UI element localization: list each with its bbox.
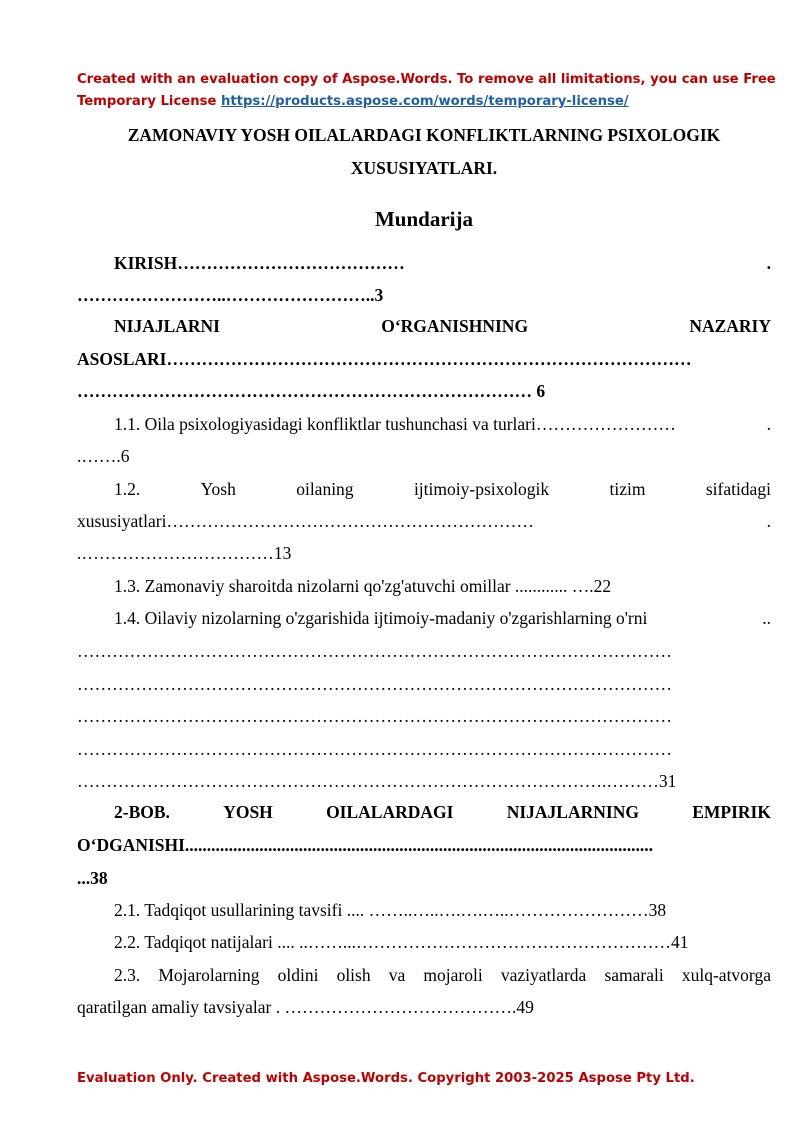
toc-word: Mojarolarning: [158, 965, 260, 985]
toc-word: 1.2.: [114, 479, 141, 499]
toc-word: Yosh: [200, 479, 236, 499]
document-title-line-2: XUSUSIYATLARI.: [350, 158, 498, 178]
toc-entry-2-3[interactable]: [114, 963, 771, 987]
toc-word: NAZARIY: [689, 316, 771, 336]
toc-word: sifatidagi: [705, 479, 771, 499]
toc-entry-page: qaratilgan amaliy tavsiyalar . ………………………………….49: [77, 997, 534, 1017]
toc-entry-text: 1.1. Oila psixologiyasidagi konfliktlar tushunchasi va turlari……………………: [114, 414, 676, 434]
toc-entry-2-1[interactable]: 2.1. Tadqiqot usullarining tavsifi .... ……..…..….….…..……………………38: [114, 900, 667, 920]
toc-word: olish: [336, 965, 371, 985]
toc-word: 2.3.: [114, 965, 141, 985]
toc-entry-text: .: [766, 253, 771, 273]
toc-entry-text: ..: [762, 608, 771, 628]
toc-word: ijtimoiy-psixologik: [413, 479, 550, 499]
toc-entry-page: ...38: [77, 868, 108, 888]
toc-word: OILALARDAGI: [326, 802, 454, 822]
toc-entry-text: O‘DGANISHI...........................................................................................................: [77, 835, 654, 855]
toc-word: EMPIRIK: [692, 802, 771, 822]
toc-entry-page: …………………………………………………………………… 6: [77, 381, 546, 401]
toc-word: mojaroli: [423, 965, 483, 985]
toc-word: O‘RGANISHNING: [381, 316, 529, 336]
toc-entry-text: .: [766, 414, 771, 434]
toc-entry-1-1[interactable]: [114, 412, 771, 436]
toc-dot-leader: …………………………………………………………………………………………: [77, 739, 672, 759]
toc-entry-text: .: [766, 511, 771, 531]
toc-word: oilaning: [296, 479, 354, 499]
toc-heading: Mundarija: [374, 207, 473, 231]
toc-entry-text: xususiyatlari………………………………………………………: [77, 511, 534, 531]
toc-word: 2-BOB.: [114, 802, 170, 822]
toc-word: xulq-atvorga: [681, 965, 771, 985]
evaluation-notice-line: Created with an evaluation copy of Aspose.Words. To remove all limitations, you can use Free: [77, 72, 776, 87]
toc-dot-leader: …………………………………………………………………………………………: [77, 706, 672, 726]
toc-entry-1-2-line-2: [77, 509, 771, 533]
toc-entry-page: .…….6: [77, 446, 130, 466]
toc-word: tizim: [609, 479, 646, 499]
document-title-line-1: ZAMONAVIY YOSH OILALARDAGI KONFLIKTLARNING PSIXOLOGIK: [127, 125, 721, 145]
toc-word: NIJAJLARNI: [114, 316, 220, 336]
toc-entry-1-3[interactable]: 1.3. Zamonaviy sharoitda nizolarni qo'zg'atuvchi omillar ............ ….22: [114, 576, 612, 596]
toc-entry-text: ASOSLARI………………………………………………………………………………: [77, 349, 692, 369]
toc-dot-leader: …………………………………………………………………………………………: [77, 674, 672, 694]
toc-entry-text: 1.4. Oilaviy nizolarning o'zgarishida ijtimoiy-madaniy o'zgarishlarning o'rni: [114, 608, 648, 628]
toc-entry-text: KIRISH…………………………………: [114, 253, 405, 273]
toc-entry-chapter-1[interactable]: [114, 314, 771, 338]
toc-word: va: [388, 965, 406, 985]
toc-entry-page: .……………………………13: [77, 543, 292, 563]
toc-entry-page: ……………………………………………………………………………….………31: [77, 771, 677, 791]
toc-entry-kirish[interactable]: [114, 251, 771, 275]
toc-entry-1-2[interactable]: [114, 477, 771, 501]
toc-word: oldini: [277, 965, 319, 985]
evaluation-notice: [77, 69, 776, 113]
toc-entry-kirish-page: ……………………..……………………..3: [77, 285, 384, 305]
toc-word: NIJAJLARNING: [506, 802, 639, 822]
temporary-license-link[interactable]: https://products.aspose.com/words/temporary-license/: [220, 94, 629, 109]
evaluation-notice-text: Temporary License: [77, 94, 221, 109]
toc-entry-chapter-2[interactable]: [114, 800, 771, 824]
toc-entry-2-2[interactable]: 2.2. Tadqiqot natijalari .... ..……...………………………………………………41: [114, 932, 689, 952]
toc-word: vaziyatlarda: [500, 965, 587, 985]
footer-evaluation-notice: Evaluation Only. Created with Aspose.Words. Copyright 2003-2025 Aspose Pty Ltd.: [77, 1071, 695, 1086]
toc-entry-1-4[interactable]: [114, 606, 771, 630]
evaluation-notice-line: [77, 91, 776, 113]
toc-word: YOSH: [223, 802, 273, 822]
toc-dot-leader: …………………………………………………………………………………………: [77, 641, 672, 661]
toc-word: samarali: [604, 965, 664, 985]
